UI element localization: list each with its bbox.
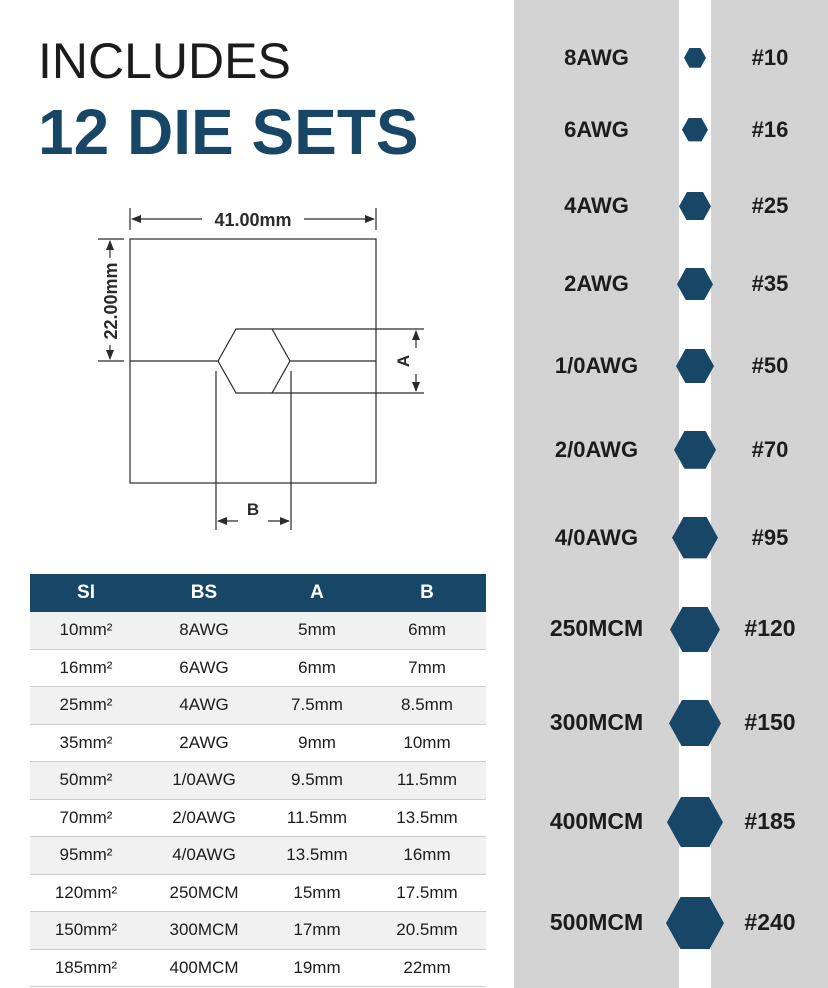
die-number-label: #25 — [751, 192, 789, 218]
die-awg-label: 4AWG — [564, 192, 629, 218]
die-awg-label: 500MCM — [549, 909, 644, 936]
cell-a: 6mm — [266, 650, 368, 688]
die-awg-label: 250MCM — [549, 615, 644, 642]
header-si: SI — [30, 574, 142, 612]
cell-b: 7mm — [368, 650, 486, 688]
cell-a: 7.5mm — [266, 687, 368, 725]
die-number-label: #35 — [751, 270, 789, 296]
cell-b: 6mm — [368, 612, 486, 650]
die-awg-label: 4/0AWG — [554, 524, 639, 550]
header-bs: BS — [142, 574, 266, 612]
heading-includes: INCLUDES — [38, 33, 291, 89]
cell-si: 150mm² — [30, 912, 142, 950]
die-number-label: #50 — [751, 352, 789, 378]
b-label: B — [246, 500, 260, 519]
die-number-label: #185 — [744, 808, 796, 835]
cell-b: 8.5mm — [368, 687, 486, 725]
height-label: 22.00mm — [101, 262, 121, 340]
cell-si: 35mm² — [30, 725, 142, 763]
hex-die-icon — [667, 797, 723, 847]
table-row — [30, 950, 486, 988]
hex-cavity — [218, 329, 290, 393]
cell-a: 17mm — [266, 912, 368, 950]
cell-si: 10mm² — [30, 612, 142, 650]
cell-si: 95mm² — [30, 837, 142, 875]
header-b: B — [368, 574, 486, 612]
a-label: A — [394, 354, 413, 368]
cell-b: 11.5mm — [368, 762, 486, 800]
die-awg-label: 1/0AWG — [554, 352, 639, 378]
cell-bs: 400MCM — [142, 950, 266, 988]
cell-si: 16mm² — [30, 650, 142, 688]
cell-bs: 2/0AWG — [142, 800, 266, 838]
table-row — [30, 837, 486, 875]
cell-b: 10mm — [368, 725, 486, 763]
die-awg-label: 8AWG — [564, 44, 629, 70]
hex-die-icon — [669, 700, 721, 747]
header-a: A — [266, 574, 368, 612]
cell-a: 5mm — [266, 612, 368, 650]
cell-si: 25mm² — [30, 687, 142, 725]
die-awg-label: 2AWG — [564, 270, 629, 296]
die-awg-label: 300MCM — [549, 709, 644, 736]
hex-die-icon — [684, 48, 706, 68]
cell-a: 9.5mm — [266, 762, 368, 800]
cell-a: 15mm — [266, 875, 368, 913]
cell-si: 120mm² — [30, 875, 142, 913]
hex-die-icon — [677, 268, 713, 300]
cell-b: 17.5mm — [368, 875, 486, 913]
table-row — [30, 800, 486, 838]
cell-bs: 8AWG — [142, 612, 266, 650]
cell-si: 70mm² — [30, 800, 142, 838]
cell-b: 13.5mm — [368, 800, 486, 838]
die-diagram — [0, 0, 514, 560]
table-row — [30, 875, 486, 913]
die-spec-table — [30, 574, 486, 987]
die-number-label: #240 — [744, 909, 796, 936]
cell-a: 9mm — [266, 725, 368, 763]
table-row — [30, 687, 486, 725]
die-number-label: #10 — [751, 44, 789, 70]
die-number-label: #120 — [744, 615, 796, 642]
cell-b: 20.5mm — [368, 912, 486, 950]
cell-a: 13.5mm — [266, 837, 368, 875]
cell-bs: 1/0AWG — [142, 762, 266, 800]
hex-die-icon — [676, 349, 714, 383]
cell-bs: 250MCM — [142, 875, 266, 913]
width-label: 41.00mm — [214, 210, 292, 230]
table-row — [30, 612, 486, 650]
table-row — [30, 650, 486, 688]
cell-a: 19mm — [266, 950, 368, 988]
hex-die-icon — [666, 897, 724, 949]
cell-bs: 4AWG — [142, 687, 266, 725]
hex-die-icon — [670, 607, 720, 652]
table-header-row — [30, 574, 486, 612]
cell-bs: 4/0AWG — [142, 837, 266, 875]
table-row — [30, 725, 486, 763]
die-awg-label: 400MCM — [549, 808, 644, 835]
die-number-label: #150 — [744, 709, 796, 736]
hex-die-icon — [674, 431, 716, 469]
cell-si: 50mm² — [30, 762, 142, 800]
cell-bs: 2AWG — [142, 725, 266, 763]
die-number-label: #70 — [751, 436, 789, 462]
cell-a: 11.5mm — [266, 800, 368, 838]
die-awg-label: 6AWG — [564, 116, 629, 142]
die-number-label: #95 — [751, 524, 789, 550]
hex-die-icon — [682, 118, 708, 141]
heading-die-sets: 12 DIE SETS — [38, 96, 419, 168]
cell-b: 22mm — [368, 950, 486, 988]
cell-si: 185mm² — [30, 950, 142, 988]
cell-bs: 6AWG — [142, 650, 266, 688]
hex-die-icon — [679, 192, 711, 221]
hex-die-icon — [672, 517, 718, 558]
die-awg-label: 2/0AWG — [554, 436, 639, 462]
die-number-label: #16 — [751, 116, 789, 142]
table-row — [30, 912, 486, 950]
cell-b: 16mm — [368, 837, 486, 875]
cell-bs: 300MCM — [142, 912, 266, 950]
table-row — [30, 762, 486, 800]
